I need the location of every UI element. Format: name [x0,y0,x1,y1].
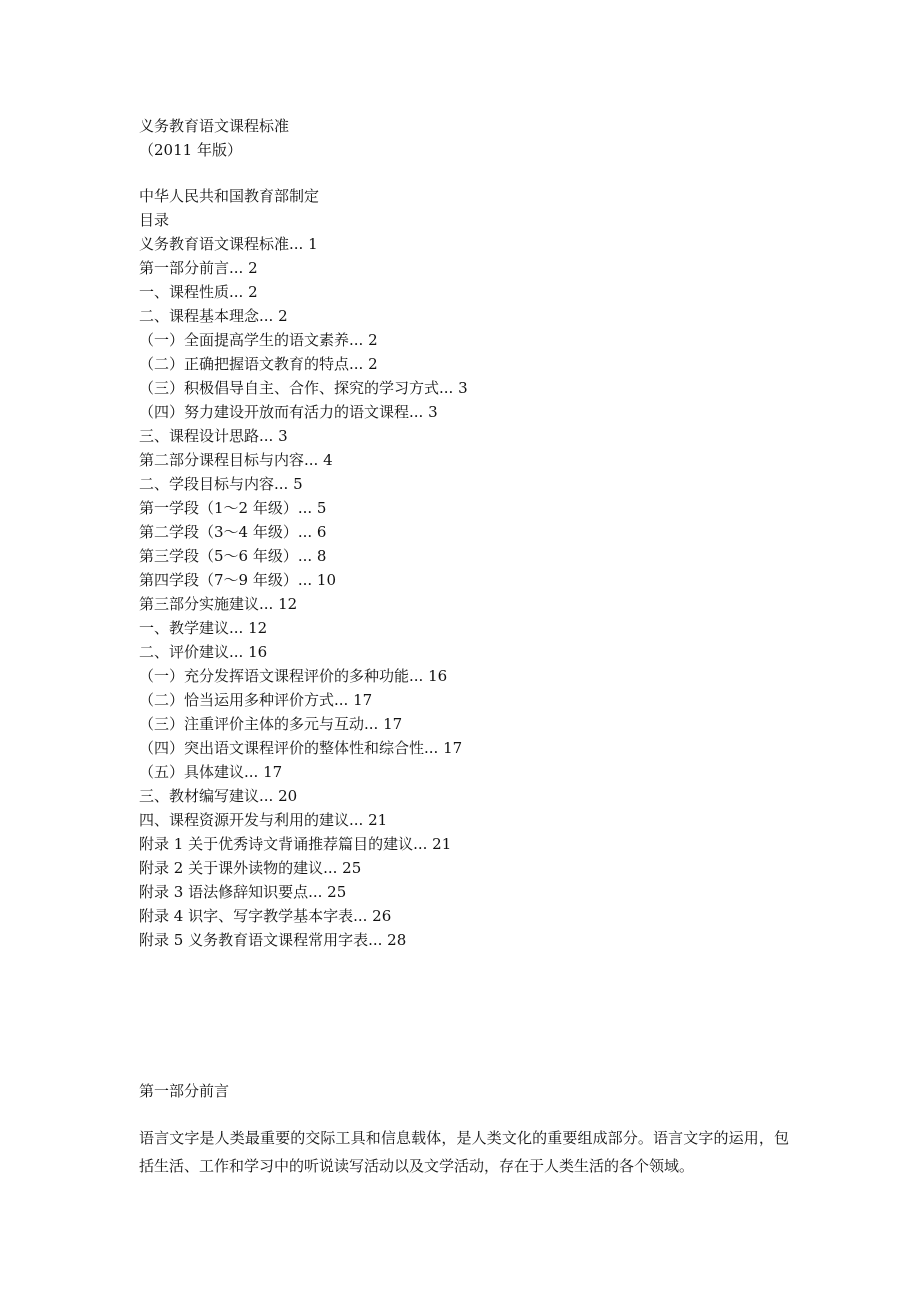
toc-entry[interactable]: （三）注重评价主体的多元与互动... 17 [139,715,403,733]
toc-entry[interactable]: （五）具体建议... 17 [139,763,283,781]
toc-list [139,232,468,952]
toc-entry[interactable]: （四）突出语文课程评价的整体性和综合性... 17 [139,739,463,757]
toc-entry[interactable]: 第二学段（3～4 年级）... 6 [139,523,327,541]
toc-entry[interactable]: 三、课程设计思路... 3 [139,427,288,445]
toc-entry[interactable]: 二、学段目标与内容... 5 [139,475,303,493]
toc-entry[interactable]: 义务教育语文课程标准... 1 [139,235,318,253]
title-block [139,114,289,162]
section-heading: 第一部分前言 [139,1082,230,1100]
toc-entry[interactable]: 二、评价建议... 16 [139,643,268,661]
toc-entry[interactable]: 一、教学建议... 12 [139,619,268,637]
toc-entry[interactable]: 一、课程性质... 2 [139,283,258,301]
toc-entry[interactable]: 三、教材编写建议... 20 [139,787,298,805]
toc-entry[interactable]: （三）积极倡导自主、合作、探究的学习方式... 3 [139,379,468,397]
toc-entry[interactable]: 附录 4 识字、写字教学基本字表... 26 [139,907,392,925]
org-and-toc-block [139,184,468,952]
doc-org: 中华人民共和国教育部制定 [139,187,320,205]
toc-entry[interactable]: （一）充分发挥语文课程评价的多种功能... 16 [139,667,448,685]
toc-entry[interactable]: （二）正确把握语文教育的特点... 2 [139,355,378,373]
doc-edition: （2011 年版） [139,141,242,159]
toc-entry[interactable]: （二）恰当运用多种评价方式... 17 [139,691,373,709]
toc-entry[interactable]: 第一学段（1～2 年级）... 5 [139,499,327,517]
toc-entry[interactable]: 第三学段（5～6 年级）... 8 [139,547,327,565]
toc-entry[interactable]: 第一部分前言... 2 [139,259,258,277]
toc-entry[interactable]: 二、课程基本理念... 2 [139,307,288,325]
toc-heading: 目录 [139,211,170,229]
toc-entry[interactable]: 第三部分实施建议... 12 [139,595,298,613]
toc-entry[interactable]: 附录 3 语法修辞知识要点... 25 [139,883,347,901]
toc-entry[interactable]: 附录 5 义务教育语文课程常用字表... 28 [139,931,407,949]
toc-entry[interactable]: 四、课程资源开发与利用的建议... 21 [139,811,388,829]
toc-entry[interactable]: 附录 2 关于课外读物的建议... 25 [139,859,362,877]
toc-entry[interactable]: 第四学段（7～9 年级）... 10 [139,571,337,589]
toc-entry[interactable]: （四）努力建设开放而有活力的语文课程... 3 [139,403,438,421]
toc-entry[interactable]: 第二部分课程目标与内容... 4 [139,451,333,469]
doc-title: 义务教育语文课程标准 [139,117,290,135]
body-paragraph: 语言文字是人类最重要的交际工具和信息载体，是人类文化的重要组成部分。语言文字的运用，包括生活、工作和学习中的听说读写活动以及文学活动，存在于人类生活的各个领域。 [139,1129,789,1175]
toc-entry[interactable]: （一）全面提高学生的语文素养... 2 [139,331,378,349]
toc-entry[interactable]: 附录 1 关于优秀诗文背诵推荐篇目的建议... 21 [139,835,452,853]
